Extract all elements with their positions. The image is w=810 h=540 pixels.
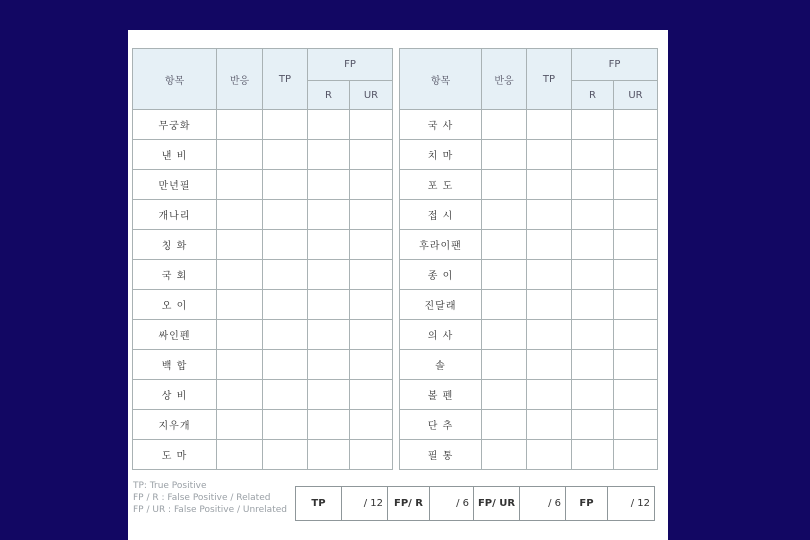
item-cell: 국 사 (400, 110, 482, 140)
r-cell[interactable] (572, 230, 614, 260)
r-cell[interactable] (572, 290, 614, 320)
item-cell: 필 통 (400, 440, 482, 470)
response-cell[interactable] (482, 230, 527, 260)
table-row (133, 290, 393, 320)
ur-cell[interactable] (350, 260, 393, 290)
header-tp: TP (263, 49, 308, 110)
table-row (400, 200, 658, 230)
header-item: 항목 (133, 49, 217, 110)
item-cell: 후라이팬 (400, 230, 482, 260)
tp-cell[interactable] (527, 290, 572, 320)
table-row (400, 410, 658, 440)
tp-cell[interactable] (263, 110, 308, 140)
table-row (400, 140, 658, 170)
header-response: 반응 (217, 49, 263, 110)
tp-cell[interactable] (263, 290, 308, 320)
summary-label: TP (296, 487, 342, 521)
table-row (400, 380, 658, 410)
ur-cell[interactable] (614, 200, 658, 230)
table-row (400, 440, 658, 470)
ur-cell[interactable] (350, 140, 393, 170)
item-cell: 싸인펜 (133, 320, 217, 350)
response-cell[interactable] (482, 260, 527, 290)
item-cell: 접 시 (400, 200, 482, 230)
ur-cell[interactable] (350, 110, 393, 140)
tp-cell[interactable] (263, 350, 308, 380)
tp-cell[interactable] (263, 320, 308, 350)
response-cell[interactable] (217, 320, 263, 350)
r-cell[interactable] (572, 440, 614, 470)
header-fp: FP (572, 49, 658, 81)
legend-tp: TP: True Positive (133, 481, 207, 491)
table-row (133, 320, 393, 350)
tp-cell[interactable] (263, 380, 308, 410)
header-r: R (308, 81, 350, 110)
tp-cell[interactable] (527, 320, 572, 350)
r-cell[interactable] (308, 230, 350, 260)
ur-cell[interactable] (350, 290, 393, 320)
tp-cell[interactable] (263, 140, 308, 170)
ur-cell[interactable] (614, 410, 658, 440)
ur-cell[interactable] (350, 200, 393, 230)
summary-value[interactable]: / 6 (520, 487, 566, 521)
ur-cell[interactable] (350, 380, 393, 410)
table-row (400, 290, 658, 320)
ur-cell[interactable] (614, 440, 658, 470)
r-cell[interactable] (308, 290, 350, 320)
header-ur: UR (614, 81, 658, 110)
tp-cell[interactable] (527, 380, 572, 410)
header-item: 항목 (400, 49, 482, 110)
tp-cell[interactable] (263, 260, 308, 290)
response-cell[interactable] (217, 410, 263, 440)
header-fp: FP (308, 49, 393, 81)
header-tp: TP (527, 49, 572, 110)
r-cell[interactable] (308, 350, 350, 380)
response-cell[interactable] (482, 110, 527, 140)
item-cell: 종 이 (400, 260, 482, 290)
response-cell[interactable] (482, 350, 527, 380)
r-cell[interactable] (308, 140, 350, 170)
table-row (133, 170, 393, 200)
ur-cell[interactable] (614, 290, 658, 320)
header-response: 반응 (482, 49, 527, 110)
response-cell[interactable] (217, 230, 263, 260)
item-cell: 만년필 (133, 170, 217, 200)
r-cell[interactable] (308, 440, 350, 470)
ur-cell[interactable] (350, 320, 393, 350)
response-cell[interactable] (482, 320, 527, 350)
table-row (133, 200, 393, 230)
table-row (400, 230, 658, 260)
item-cell: 국 회 (133, 260, 217, 290)
tp-cell[interactable] (527, 350, 572, 380)
table-row (133, 380, 393, 410)
ur-cell[interactable] (350, 170, 393, 200)
tp-cell[interactable] (527, 170, 572, 200)
item-cell: 상 비 (133, 380, 217, 410)
tp-cell[interactable] (263, 410, 308, 440)
legend-fp-unrelated: FP / UR : False Positive / Unrelated (133, 505, 287, 515)
summary-label: FP/ R (388, 487, 430, 521)
item-cell: 포 도 (400, 170, 482, 200)
item-cell: 개나리 (133, 200, 217, 230)
tp-cell[interactable] (527, 200, 572, 230)
tp-cell[interactable] (527, 440, 572, 470)
table-row (133, 230, 393, 260)
ur-cell[interactable] (614, 380, 658, 410)
response-cell[interactable] (482, 140, 527, 170)
r-cell[interactable] (572, 380, 614, 410)
ur-cell[interactable] (614, 350, 658, 380)
summary-label: FP (566, 487, 608, 521)
r-cell[interactable] (572, 110, 614, 140)
table-row (400, 260, 658, 290)
item-cell: 백 합 (133, 350, 217, 380)
response-cell[interactable] (217, 440, 263, 470)
tp-cell[interactable] (527, 110, 572, 140)
summary-value[interactable]: / 12 (342, 487, 388, 521)
item-cell: 무궁화 (133, 110, 217, 140)
item-cell: 낸 비 (133, 140, 217, 170)
summary-value[interactable]: / 6 (430, 487, 474, 521)
r-cell[interactable] (308, 200, 350, 230)
r-cell[interactable] (572, 200, 614, 230)
table-row (133, 410, 393, 440)
item-cell: 치 마 (400, 140, 482, 170)
response-cell[interactable] (217, 140, 263, 170)
table-row (133, 110, 393, 140)
response-cell[interactable] (482, 200, 527, 230)
response-cell[interactable] (217, 290, 263, 320)
item-cell: 오 이 (133, 290, 217, 320)
ur-cell[interactable] (350, 350, 393, 380)
response-cell[interactable] (482, 170, 527, 200)
table-row (133, 140, 393, 170)
ur-cell[interactable] (350, 440, 393, 470)
right-table (399, 48, 658, 470)
tp-cell[interactable] (527, 140, 572, 170)
tp-cell[interactable] (527, 410, 572, 440)
ur-cell[interactable] (614, 110, 658, 140)
table-row (133, 260, 393, 290)
response-cell[interactable] (217, 200, 263, 230)
tp-cell[interactable] (527, 230, 572, 260)
item-cell: 도 마 (133, 440, 217, 470)
table-row (133, 350, 393, 380)
tp-cell[interactable] (263, 200, 308, 230)
r-cell[interactable] (308, 380, 350, 410)
r-cell[interactable] (308, 320, 350, 350)
tp-cell[interactable] (263, 440, 308, 470)
item-cell: 의 사 (400, 320, 482, 350)
ur-cell[interactable] (350, 410, 393, 440)
r-cell[interactable] (308, 260, 350, 290)
legend-fp-related: FP / R : False Positive / Related (133, 493, 271, 503)
ur-cell[interactable] (350, 230, 393, 260)
tp-cell[interactable] (263, 170, 308, 200)
response-cell[interactable] (482, 290, 527, 320)
item-cell: 지우개 (133, 410, 217, 440)
r-cell[interactable] (572, 410, 614, 440)
r-cell[interactable] (572, 140, 614, 170)
ur-cell[interactable] (614, 260, 658, 290)
response-cell[interactable] (217, 380, 263, 410)
ur-cell[interactable] (614, 170, 658, 200)
item-cell: 단 추 (400, 410, 482, 440)
response-cell[interactable] (482, 380, 527, 410)
table-row (400, 350, 658, 380)
response-cell[interactable] (217, 260, 263, 290)
legend (133, 480, 287, 516)
r-cell[interactable] (572, 170, 614, 200)
response-cell[interactable] (482, 440, 527, 470)
item-cell: 볼 펜 (400, 380, 482, 410)
table-row (400, 320, 658, 350)
table-row (400, 170, 658, 200)
item-cell: 칭 화 (133, 230, 217, 260)
ur-cell[interactable] (614, 140, 658, 170)
response-cell[interactable] (217, 110, 263, 140)
summary-table (295, 486, 655, 521)
left-table (132, 48, 393, 470)
ur-cell[interactable] (614, 230, 658, 260)
r-cell[interactable] (308, 170, 350, 200)
ur-cell[interactable] (614, 320, 658, 350)
header-ur: UR (350, 81, 393, 110)
tp-cell[interactable] (263, 230, 308, 260)
response-cell[interactable] (217, 170, 263, 200)
item-cell: 솔 (400, 350, 482, 380)
r-cell[interactable] (572, 350, 614, 380)
r-cell[interactable] (572, 260, 614, 290)
header-r: R (572, 81, 614, 110)
r-cell[interactable] (308, 110, 350, 140)
response-cell[interactable] (217, 350, 263, 380)
summary-value[interactable]: / 12 (608, 487, 655, 521)
summary-label: FP/ UR (474, 487, 520, 521)
table-row (133, 440, 393, 470)
r-cell[interactable] (308, 410, 350, 440)
response-cell[interactable] (482, 410, 527, 440)
tp-cell[interactable] (527, 260, 572, 290)
table-row (400, 110, 658, 140)
r-cell[interactable] (572, 320, 614, 350)
item-cell: 진달래 (400, 290, 482, 320)
